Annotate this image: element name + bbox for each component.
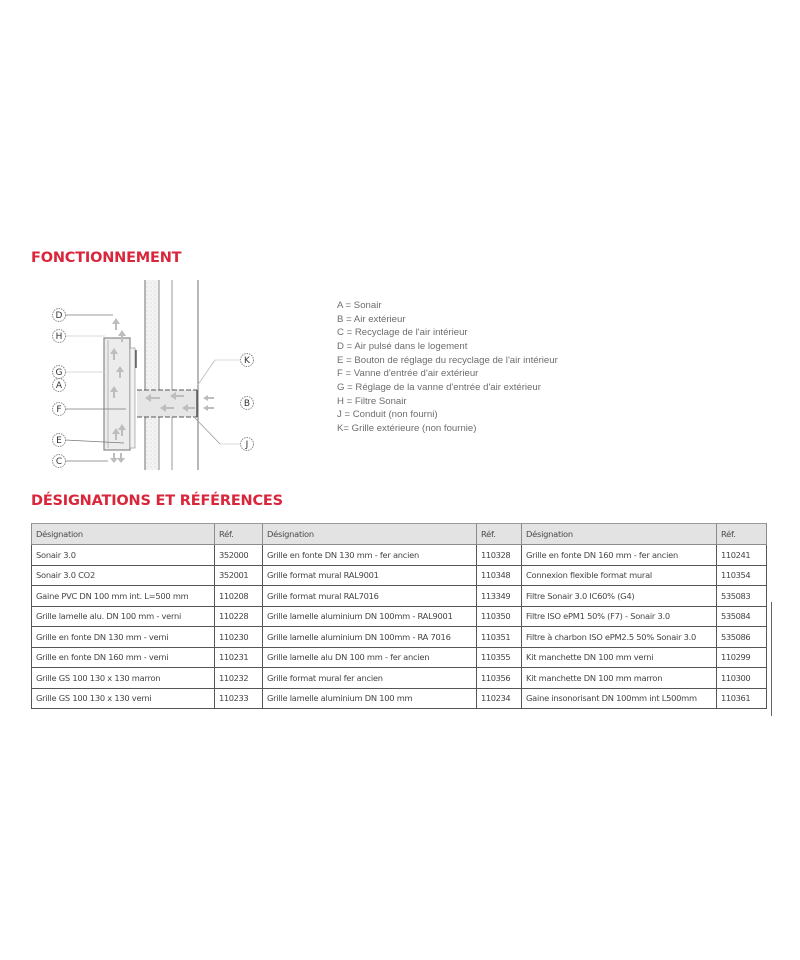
designation-cell: Grille format mural RAL7016 [263,586,477,607]
table-header-row [32,524,767,545]
legend-item: H = Filtre Sonair [337,395,407,407]
svg-text:H: H [55,332,63,342]
column-header: Réf. [717,524,767,545]
table-row [32,565,767,586]
callout-b [241,397,254,410]
column-header: Désignation [522,524,717,545]
designation-cell: Grille en fonte DN 130 mm - verni [32,627,215,648]
designation-cell: Grille en fonte DN 160 mm - verni [32,647,215,668]
designation-cell: Sonair 3.0 CO2 [32,565,215,586]
legend-item: F = Vanne d'entrée d'air extérieur [337,368,479,380]
designation-cell: Grille lamelle alu. DN 100 mm - verni [32,606,215,627]
designation-cell: Filtre à charbon ISO ePM2.5 50% Sonair 3.0 [522,627,717,648]
callout-e [53,434,66,447]
designation-cell: Grille GS 100 130 x 130 marron [32,668,215,689]
legend-item: E = Bouton de réglage du recyclage de l'air intérieur [337,354,558,366]
reference-cell: 535086 [717,627,767,648]
column-header: Réf. [477,524,522,545]
svg-text:J: J [245,440,249,450]
reference-cell: 110361 [717,688,767,709]
vertical-rule [771,602,772,716]
reference-cell: 110354 [717,565,767,586]
designation-cell: Gaine PVC DN 100 mm int. L=500 mm [32,586,215,607]
designation-cell: Filtre ISO ePM1 50% (F7) - Sonair 3.0 [522,606,717,627]
legend-item: C = Recyclage de l'air intérieur [337,327,468,339]
reference-cell: 110232 [215,668,263,689]
table-row [32,586,767,607]
designation-cell: Kit manchette DN 100 mm verni [522,647,717,668]
reference-cell: 110233 [215,688,263,709]
callout-f [53,403,66,416]
table-row [32,627,767,648]
svg-text:G: G [55,368,63,378]
designation-cell: Filtre Sonair 3.0 IC60% (G4) [522,586,717,607]
reference-cell: 113349 [477,586,522,607]
reference-cell: 535083 [717,586,767,607]
legend-item: G = Réglage de la vanne d'entrée d'air extérieur [337,381,541,393]
table-row [32,606,767,627]
reference-cell: 110300 [717,668,767,689]
table-row [32,545,767,566]
svg-text:D: D [55,311,63,321]
designation-cell: Grille lamelle aluminium DN 100mm - RAL9001 [263,606,477,627]
section-title-designations: DÉSIGNATIONS ET RÉFÉRENCES [31,493,283,509]
table-row [32,668,767,689]
reference-cell: 352000 [215,545,263,566]
designation-cell: Grille format mural fer ancien [263,668,477,689]
reference-cell: 110228 [215,606,263,627]
callout-d [53,309,66,322]
callout-c [53,455,66,468]
column-header: Désignation [32,524,215,545]
svg-text:A: A [55,381,63,391]
reference-cell: 110328 [477,545,522,566]
reference-cell: 110208 [215,586,263,607]
callout-j [241,438,254,451]
table-row [32,647,767,668]
svg-text:E: E [56,436,62,446]
column-header: Désignation [263,524,477,545]
designation-cell: Gaine insonorisant DN 100mm int L500mm [522,688,717,709]
svg-text:F: F [56,405,62,415]
callout-a [53,379,66,392]
svg-text:C: C [55,457,63,467]
diagram-legend [337,299,558,436]
designation-cell: Grille lamelle aluminium DN 100 mm [263,688,477,709]
legend-item: K= Grille extérieure (non fournie) [337,422,477,434]
legend-item: B = Air extérieur [337,313,406,325]
designation-cell: Sonair 3.0 [32,545,215,566]
ventilation-diagram [50,278,280,473]
reference-cell: 110234 [477,688,522,709]
reference-cell: 110356 [477,668,522,689]
callout-h [53,330,66,343]
reference-cell: 535084 [717,606,767,627]
designation-cell: Grille GS 100 130 x 130 verni [32,688,215,709]
table-row [32,688,767,709]
reference-cell: 110350 [477,606,522,627]
designation-cell: Connexion flexible format mural [522,565,717,586]
reference-cell: 110231 [215,647,263,668]
designation-cell: Grille lamelle aluminium DN 100mm - RA 7016 [263,627,477,648]
references-table [31,523,767,709]
section-title-fonctionnement: FONCTIONNEMENT [31,250,182,266]
reference-cell: 110241 [717,545,767,566]
column-header: Réf. [215,524,263,545]
designation-cell: Grille en fonte DN 130 mm - fer ancien [263,545,477,566]
reference-cell: 110351 [477,627,522,648]
legend-item: J = Conduit (non fourni) [337,409,438,421]
reference-cell: 110348 [477,565,522,586]
designation-cell: Kit manchette DN 100 mm marron [522,668,717,689]
reference-cell: 352001 [215,565,263,586]
legend-item: A = Sonair [337,300,382,311]
designation-cell: Grille en fonte DN 160 mm - fer ancien [522,545,717,566]
legend-item: D = Air pulsé dans le logement [337,340,468,352]
callout-g [53,366,66,379]
svg-text:B: B [243,399,251,409]
designation-cell: Grille format mural RAL9001 [263,565,477,586]
wall [145,280,198,470]
designation-cell: Grille lamelle alu DN 100 mm - fer ancien [263,647,477,668]
reference-cell: 110355 [477,647,522,668]
svg-text:K: K [244,356,250,366]
reference-cell: 110230 [215,627,263,648]
reference-cell: 110299 [717,647,767,668]
duct [137,390,197,417]
sonair-unit [104,338,136,450]
callout-k [241,354,254,367]
